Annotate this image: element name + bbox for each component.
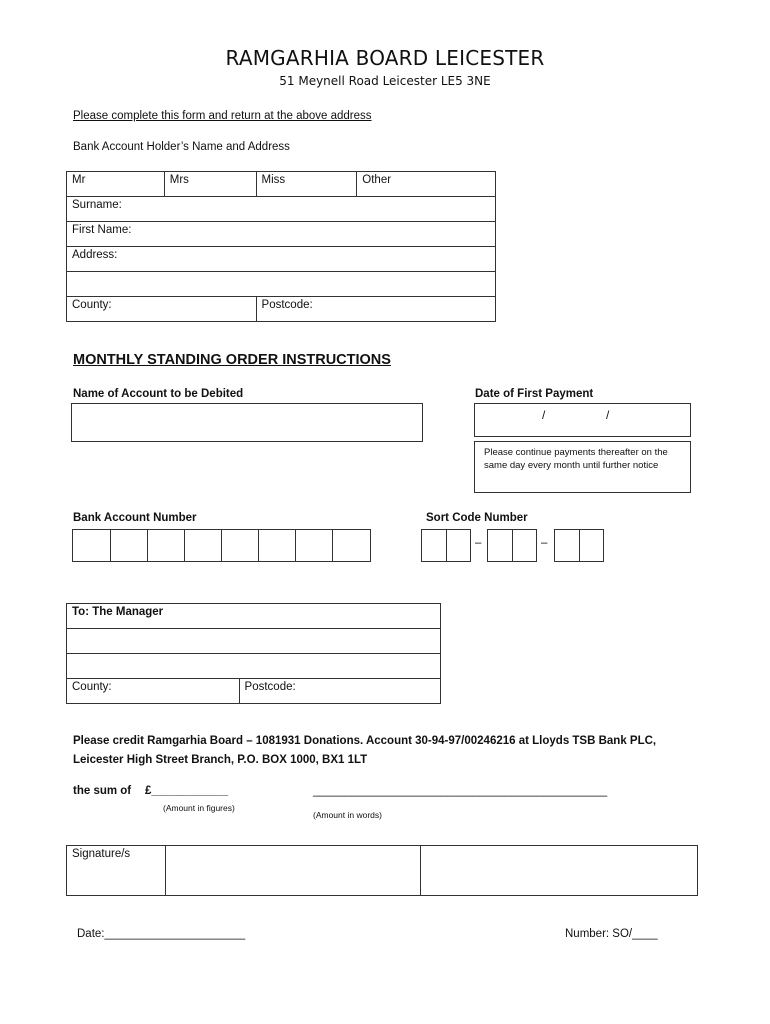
bank-account-number-boxes — [72, 529, 372, 563]
sort-code-digit-box[interactable] — [446, 529, 471, 562]
sum-label: the sum of — [73, 785, 132, 797]
organisation-address: 51 Meynell Road Leicester LE5 3NE — [279, 74, 491, 88]
holder-details-table — [66, 171, 496, 322]
account-name-label: Name of Account to be Debited — [73, 388, 244, 400]
first-payment-date-input[interactable] — [474, 403, 691, 437]
account-digit-box[interactable] — [258, 529, 296, 562]
account-digit-box[interactable] — [184, 529, 222, 562]
continue-payments-note — [474, 441, 691, 493]
sort-code-label: Sort Code Number — [426, 512, 528, 524]
date-field[interactable]: Date:______________________ — [77, 928, 246, 940]
sort-code-boxes — [421, 529, 605, 563]
bank-postcode-field[interactable]: Postcode: — [239, 679, 440, 704]
account-digit-box[interactable] — [72, 529, 111, 562]
bank-address-line-1[interactable] — [67, 629, 441, 654]
address-field[interactable]: Address: — [67, 247, 496, 272]
account-digit-box[interactable] — [221, 529, 259, 562]
standing-order-heading: MONTHLY STANDING ORDER INSTRUCTIONS — [73, 352, 391, 368]
title-mrs[interactable]: Mrs — [164, 172, 256, 197]
title-mr[interactable]: Mr — [67, 172, 165, 197]
date-separator: / — [606, 408, 610, 422]
account-name-input[interactable] — [71, 403, 423, 442]
signature-label: Signature/s — [67, 846, 166, 896]
surname-field[interactable]: Surname: — [67, 197, 496, 222]
sort-code-digit-box[interactable] — [487, 529, 513, 562]
amount-words-caption: (Amount in words) — [313, 810, 382, 820]
date-separator: / — [542, 408, 546, 422]
credit-instruction-line-1: Please credit Ramgarhia Board – 1081931 Donations. Account 30-94-97/00246216 at Lloyds TSB Bank PLC, — [73, 735, 657, 747]
title-other[interactable]: Other — [357, 172, 496, 197]
account-digit-box[interactable] — [110, 529, 148, 562]
signature-box-2[interactable] — [421, 846, 698, 896]
sort-code-digit-box[interactable] — [512, 529, 537, 562]
signature-box-1[interactable] — [165, 846, 421, 896]
county-field[interactable]: County: — [67, 297, 257, 322]
sort-code-dash: – — [475, 537, 482, 549]
signature-table — [66, 845, 698, 896]
sort-code-dash: – — [541, 537, 548, 549]
amount-figures-field[interactable]: £____________ — [145, 785, 229, 797]
bank-address-line-2[interactable] — [67, 654, 441, 679]
address-line-2-field[interactable] — [67, 272, 496, 297]
sort-code-digit-box[interactable] — [554, 529, 580, 562]
bank-account-label: Bank Account Number — [73, 512, 197, 524]
postcode-field[interactable]: Postcode: — [256, 297, 495, 322]
bank-county-field[interactable]: County: — [67, 679, 240, 704]
holder-heading: Bank Account Holder’s Name and Address — [73, 141, 290, 153]
account-digit-box[interactable] — [295, 529, 333, 562]
amount-figures-caption: (Amount in figures) — [163, 803, 235, 813]
reference-number-field[interactable]: Number: SO/____ — [565, 928, 658, 940]
amount-words-field[interactable]: ______________________________________________ — [313, 785, 608, 797]
manager-heading-cell: To: The Manager — [67, 604, 441, 629]
first-name-field[interactable]: First Name: — [67, 222, 496, 247]
bank-manager-table — [66, 603, 441, 704]
sort-code-digit-box[interactable] — [579, 529, 604, 562]
form-title: RAMGARHIA BOARD LEICESTER — [225, 46, 545, 70]
account-digit-box[interactable] — [332, 529, 371, 562]
sort-code-digit-box[interactable] — [421, 529, 447, 562]
account-digit-box[interactable] — [147, 529, 185, 562]
return-instruction: Please complete this form and return at the above address — [73, 110, 372, 122]
title-miss[interactable]: Miss — [256, 172, 357, 197]
continue-note-text: Please continue payments thereafter on the same day every month until further notice — [484, 447, 668, 471]
credit-instruction-line-2: Leicester High Street Branch, P.O. BOX 1000, BX1 1LT — [73, 754, 368, 766]
first-payment-label: Date of First Payment — [475, 388, 594, 400]
